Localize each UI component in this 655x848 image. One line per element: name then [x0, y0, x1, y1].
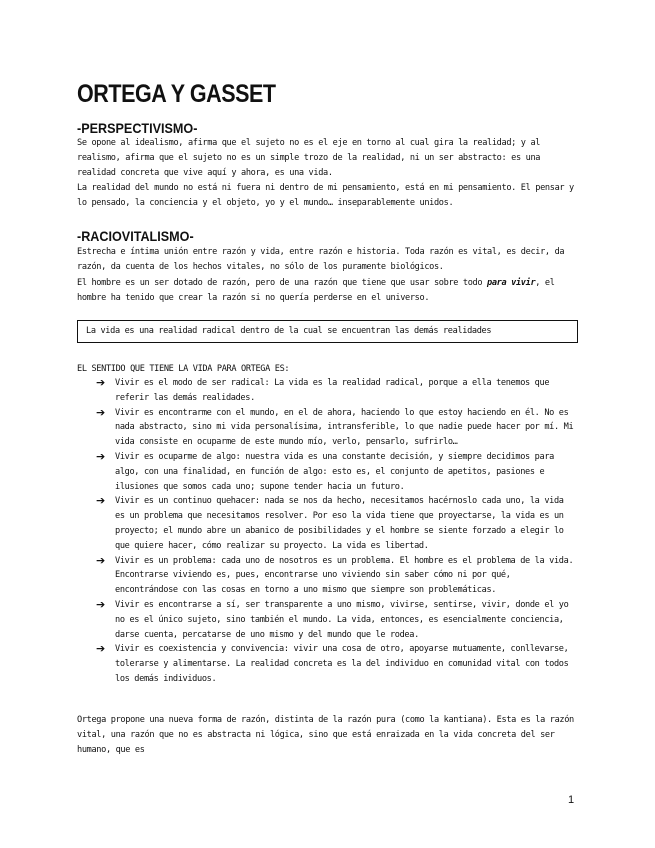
arrow-icon: ➔	[96, 449, 105, 463]
section-heading-perspectivismo: -PERSPECTIVISMO-	[77, 120, 198, 136]
list-item-text: Vivir es coexistencia y convivencia: vivir una cosa de otro, apoyarse mutuamente, conllevarse, tolerarse y alimentarse. La realidad concreta es la del individuo en comunidad vital con todos los demás individuos.	[115, 644, 569, 684]
paragraph-raciovitalismo-1: Estrecha e íntima unión entre razón y vida, entre razón e historia. Toda razón es vital, es decir, da razón, da cuenta de los hechos vitales, no sólo de los puramente biológicos.	[77, 247, 565, 272]
paragraph-raciovitalismo-2	[77, 276, 575, 306]
paragraph-perspectivismo-2: La realidad del mundo no está ni fuera ni dentro de mi pensamiento, está en mi pensamiento. El pensar y lo pensado, la conciencia y el objeto, yo y el mundo… inseparablemente unidos.	[77, 183, 574, 208]
arrow-icon: ➔	[96, 553, 105, 567]
arrow-icon: ➔	[96, 376, 105, 389]
list-item-text: Vivir es un continuo quehacer: nada se nos da hecho, necesitamos hacérnoslo cada uno, la vida es un problema que necesitamos resolver. Por eso la vida tiene que proyectarse, la vida es un proyecto; el mundo abre un abanico de posibilidades y el hombre se siente forzado a elegir lo que quiere hacer, cómo realizar su proyecto. La vida es libertad.	[115, 496, 564, 551]
paragraph-text: El hombre es un ser dotado de razón, pero de una razón que tiene que usar sobre todo	[77, 278, 488, 288]
list-item-text: Vivir es ocuparme de algo: nuestra vida es una constante decisión, y siempre decidimos para algo, con una finalidad, en función de algo: esto es, el conjunto de apetitos, pasiones e ilusiones que somos cada uno; supone tender hacia un futuro.	[115, 451, 554, 492]
list-item	[96, 406, 574, 450]
list-item-text: Vivir es encontrarse a sí, ser transparente a uno mismo, vivirse, sentirse, vivir, donde el yo no es el único sujeto, sino también el mundo. La vida, entonces, es esencialmente conciencia, darse cuenta, percatarse de uno mismo y del mundo que le rodea.	[115, 599, 569, 640]
arrow-icon: ➔	[96, 405, 105, 419]
closing-paragraph: Ortega propone una nueva forma de razón, distinta de la razón pura (como la kantiana). Esta es la razón vital, una razón que no es abstracta ni lógica, sino que está enraizada en la vida concreta del ser humano, que es	[77, 715, 574, 755]
bullet-list	[96, 376, 574, 687]
list-item	[96, 450, 574, 494]
paragraph-text: , el hombre ha tenido que crear la razón si no quería perderse en el universo.	[77, 278, 555, 303]
arrow-icon: ➔	[96, 494, 105, 508]
list-item-text: Vivir es un problema: cada uno de nosotros es un problema. El hombre es el problema de la vida. Encontrarse viviendo es, pues, encontrarse uno viviendo sin saber cómo ni por qué, encontrándose con las cosas en torno a uno mismo que siempre son problemáticas.	[115, 555, 574, 596]
paragraph-perspectivismo-1: Se opone al idealismo, afirma que el sujeto no es el eje en torno al cual gira la realidad; y al realismo, afirma que el sujeto no es un simple trozo de la realidad, ni un ser abstracto: es una realidad concreta que vive aquí y ahora, es una vida.	[77, 138, 541, 178]
page-number: 1	[568, 794, 575, 806]
section-heading-raciovitalismo: -RACIOVITALISMO-	[77, 228, 194, 244]
list-item	[96, 494, 574, 553]
list-item	[96, 376, 574, 406]
list-item-text: Vivir es encontrarme con el mundo, en el de ahora, haciendo lo que estoy haciendo en él. No es nada abstracto, sino mi vida personalísima, intransferible, lo que nadie puede hacer por mí. Mi vida consiste en ocuparme de este mundo mío, verlo, pensarlo, sufrirlo…	[115, 407, 574, 448]
list-item	[96, 598, 574, 642]
emphasized-text: para vivir	[487, 278, 536, 288]
arrow-icon: ➔	[96, 642, 105, 656]
list-item	[96, 554, 574, 598]
boxed-quote: La vida es una realidad radical dentro de la cual se encuentran las demás realidades	[77, 320, 578, 343]
arrow-icon: ➔	[96, 597, 105, 611]
list-item-text: Vivir es el modo de ser radical: La vida es la realidad radical, porque a ella tenemos que referir las demás realidades.	[115, 378, 550, 403]
page-title: ORTEGA Y GASSET	[77, 80, 276, 108]
list-item	[96, 642, 574, 686]
list-intro: EL SENTIDO QUE TIENE LA VIDA PARA ORTEGA ES:	[77, 364, 290, 374]
